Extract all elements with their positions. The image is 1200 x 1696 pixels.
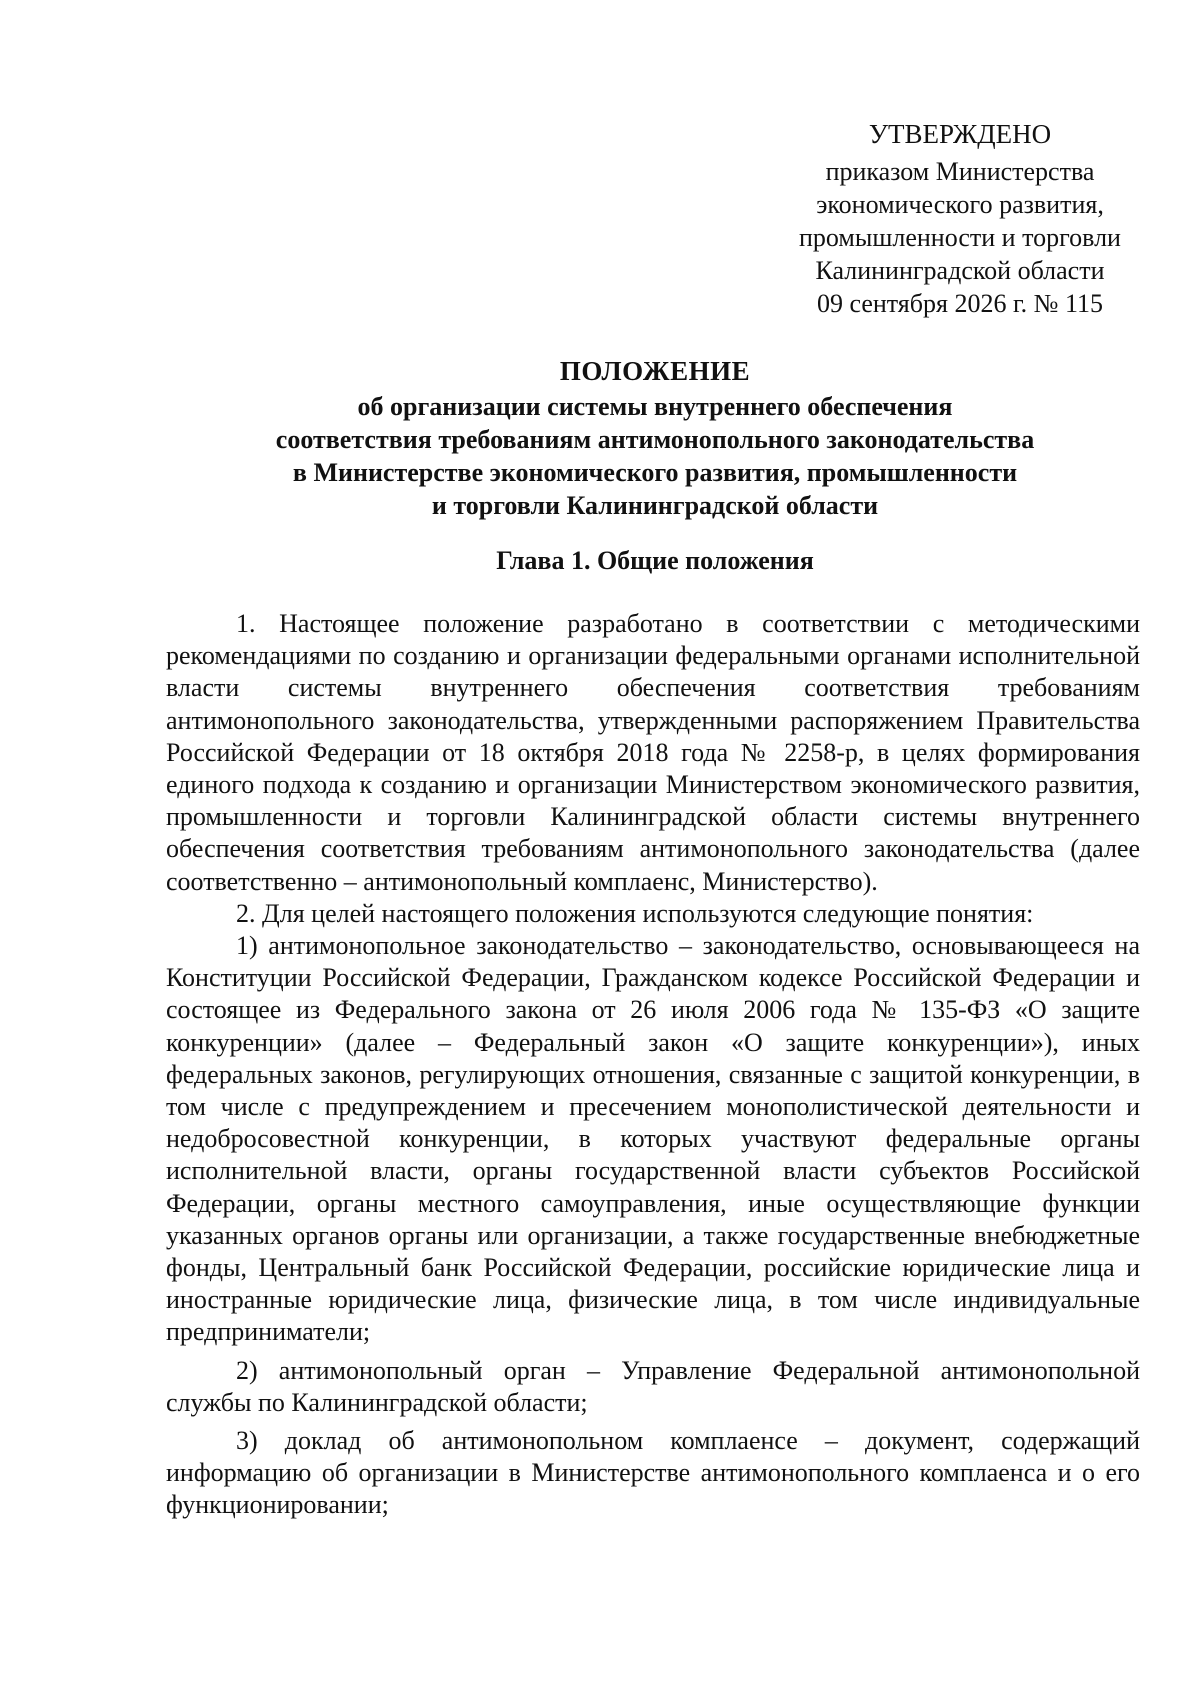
approval-order-date: 09 сентября 2026 г. № 115 <box>816 289 1104 318</box>
document-subtitle-line: и торговли Калининградской области <box>431 491 879 520</box>
definition-item: 2) антимонопольный орган – Управление Федеральной антимонопольной службы по Калининградской области; <box>166 1355 1140 1417</box>
chapter-heading: Глава 1. Общие положения <box>496 546 814 575</box>
paragraph: 1. Настоящее положение разработано в соответствии с методическими рекомендациями по созданию и организации федеральными органами исполнительной власти системы внутреннего обеспечения соответствия требованиям антимонопольного законодательства, утвержденными распоряжением Правительства Российской Федерации от 18 октября 2018 года № 2258-р, в целях формирования единого подхода к созданию и организации Министерством экономического развития, промышленности и торговли Калининградской области системы внутреннего обеспечения соответствия требованиям антимонопольного законодательства (далее соответственно – антимонопольный комплаенс, Министерство). <box>166 609 1140 896</box>
approval-line: промышленности и торговли <box>799 223 1121 252</box>
approval-title: УТВЕРЖДЕНО <box>868 119 1052 149</box>
approval-line: приказом Министерства <box>825 157 1095 186</box>
approval-line: Калининградской области <box>815 256 1105 285</box>
document-subtitle-line: об организации системы внутреннего обеспечения <box>357 392 953 421</box>
approval-line: экономического развития, <box>816 190 1104 219</box>
document-title-block <box>170 355 1140 522</box>
definition-item: 3) доклад об антимонопольном комплаенсе – документ, содержащий информацию об организации в Министерстве антимонопольного комплаенса и о его функционировании; <box>166 1426 1140 1520</box>
document-title: ПОЛОЖЕНИЕ <box>559 356 751 386</box>
paragraph: 2. Для целей настоящего положения используются следующие понятия: <box>236 898 1034 928</box>
approval-stamp <box>790 118 1130 320</box>
document-subtitle-line: соответствия требованиям антимонопольного законодательства <box>275 425 1035 454</box>
document-body <box>166 608 1140 1522</box>
document-subtitle-line: в Министерстве экономического развития, промышленности <box>292 458 1018 487</box>
definition-item: 1) антимонопольное законодательство – законодательство, основывающееся на Конституции Российской Федерации, Гражданском кодексе Российской Федерации и состоящее из Федерального закона от 26 июля 2006 года № 135-ФЗ «О защите конкуренции» (далее – Федеральный закон «О защите конкуренции»), иных федеральных законов, регулирующих отношения, связанные с защитой конкуренции, в том числе с предупреждением и пресечением монополистической деятельности и недобросовестной конкуренции, в которых участвуют федеральные органы исполнительной власти, органы государственной власти субъектов Российской Федерации, органы местного самоуправления, иные осуществляющие функции указанных органов органы или организации, а также государственные внебюджетные фонды, Центральный банк Российской Федерации, российские юридические лица и иностранные юридические лица, физические лица, в том числе индивидуальные предприниматели; <box>166 931 1140 1347</box>
